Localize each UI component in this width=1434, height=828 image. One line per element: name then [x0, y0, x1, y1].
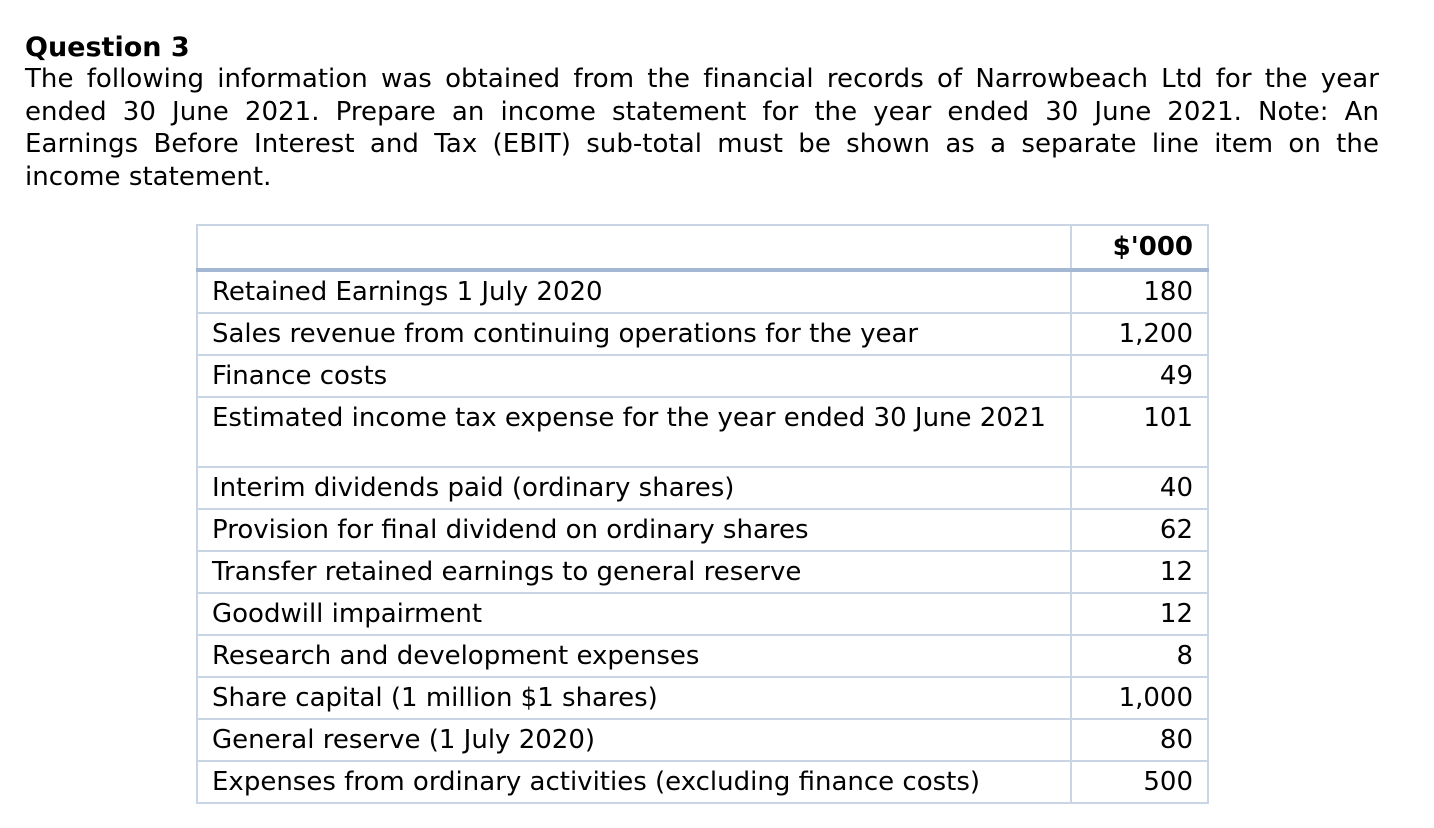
row-amount: 101	[1071, 397, 1208, 467]
question-line-2: ended 30 June 2021. Prepare an income statement for the year ended 30 June 2021. Note: An	[25, 96, 1379, 127]
row-amount: 8	[1071, 635, 1208, 677]
row-amount: 500	[1071, 761, 1208, 803]
header-amount-cell: $'000	[1071, 225, 1208, 270]
table-row	[197, 677, 1208, 719]
row-amount: 62	[1071, 509, 1208, 551]
row-item: Transfer retained earnings to general reserve	[197, 551, 1071, 593]
row-item: Research and development expenses	[197, 635, 1071, 677]
row-amount: 12	[1071, 551, 1208, 593]
row-amount: 12	[1071, 593, 1208, 635]
table-row	[197, 397, 1208, 467]
row-amount: 1,000	[1071, 677, 1208, 719]
row-amount: 1,200	[1071, 313, 1208, 355]
row-amount: 49	[1071, 355, 1208, 397]
question-line-4: income statement.	[25, 161, 272, 192]
row-item: General reserve (1 July 2020)	[197, 719, 1071, 761]
table-row	[197, 313, 1208, 355]
question-title: Question 3	[25, 32, 190, 63]
question-line-1: The following information was obtained from the financial records of Narrowbeach Ltd for the year	[25, 64, 1379, 94]
table-row	[197, 635, 1208, 677]
row-amount: 40	[1071, 467, 1208, 509]
table-header-row	[197, 225, 1208, 270]
row-item: Estimated income tax expense for the year ended 30 June 2021	[197, 397, 1071, 467]
row-item: Expenses from ordinary activities (excluding finance costs)	[197, 761, 1071, 803]
financial-records-table	[196, 224, 1209, 804]
table-row	[197, 467, 1208, 509]
header-item-cell	[197, 225, 1071, 270]
question-line-3: Earnings Before Interest and Tax (EBIT) sub-total must be shown as a separate line item on the	[25, 129, 1379, 159]
table-row	[197, 551, 1208, 593]
row-amount: 180	[1071, 270, 1208, 313]
row-item: Provision for final dividend on ordinary shares	[197, 509, 1071, 551]
table-row	[197, 270, 1208, 313]
row-item: Retained Earnings 1 July 2020	[197, 270, 1071, 313]
row-item: Share capital (1 million $1 shares)	[197, 677, 1071, 719]
table-row	[197, 593, 1208, 635]
row-item: Interim dividends paid (ordinary shares)	[197, 467, 1071, 509]
table-row	[197, 509, 1208, 551]
row-amount: 80	[1071, 719, 1208, 761]
question-body	[25, 63, 1379, 193]
table-row	[197, 761, 1208, 803]
table-row	[197, 355, 1208, 397]
row-item: Finance costs	[197, 355, 1071, 397]
table-row	[197, 719, 1208, 761]
row-item: Sales revenue from continuing operations for the year	[197, 313, 1071, 355]
row-item: Goodwill impairment	[197, 593, 1071, 635]
